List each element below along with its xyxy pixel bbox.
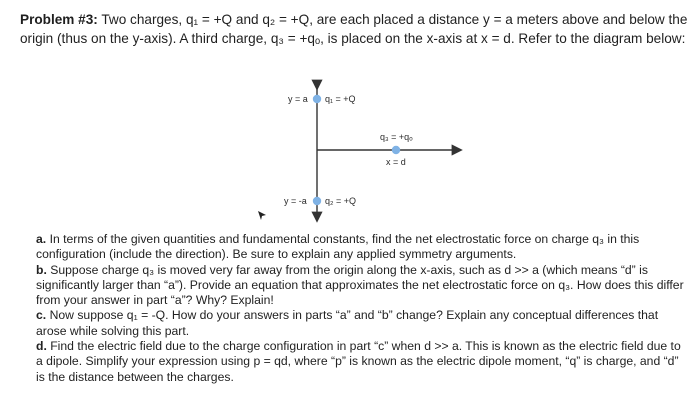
charge-q2 bbox=[313, 197, 321, 205]
question-part-a bbox=[36, 232, 686, 263]
bottom-charge-label: q₂ = +Q bbox=[325, 196, 357, 206]
third-charge-label: q₃ = +qₒ bbox=[380, 132, 413, 142]
problem-intro-text: Two charges, q₁ = +Q and q₂ = +Q, are each placed a distance y = a meters above and below the origin (thus on the y-axis). A third charge, q₃ = +qₒ, is placed on the x-axis at x = d. Refer to the diagram below: bbox=[20, 12, 688, 46]
part-letter: d. bbox=[36, 339, 47, 354]
part-text: In terms of the given quantities and fundamental constants, find the net electrostatic force on charge q₃ in this configuration (include the direction). Be sure to explain any applied symmetry arguments. bbox=[36, 232, 640, 262]
third-position-label: x = d bbox=[386, 157, 406, 167]
charge-q3 bbox=[392, 146, 400, 154]
mouse-cursor-icon bbox=[258, 211, 266, 220]
part-letter: a. bbox=[36, 232, 47, 246]
charge-q1 bbox=[313, 95, 321, 103]
bottom-position-label: y = -a bbox=[284, 196, 307, 206]
part-text: Find the electric field due to the charge configuration in part “c” when d >> a. This is known as the electric field due to a dipole. Simplify your expression using p = qd, where “p” is known as the electric dipole moment, “q” is charge, and “d” is the distance between the charges. bbox=[36, 339, 681, 384]
question-parts bbox=[36, 232, 686, 385]
part-text: Suppose charge q₃ is moved very far away from the origin along the x-axis, such as d >> a (which means “d” is significantly larger than “a”). Provide an equation that approximates the net electrostatic force on q₃. How does this differ from your answer in part “a”? Why? Explain! bbox=[36, 262, 684, 308]
part-text: Now suppose q₁ = -Q. How do your answers in parts “a” and “b” change? Explain any conceptual differences that arose while solving this part. bbox=[36, 308, 659, 338]
question-part-d bbox=[36, 339, 686, 385]
top-charge-label: q₁ = +Q bbox=[325, 94, 356, 104]
part-letter: b. bbox=[36, 262, 47, 277]
problem-label: Problem #3: bbox=[20, 12, 98, 27]
question-part-c bbox=[36, 308, 686, 339]
top-position-label: y = a bbox=[288, 94, 308, 104]
question-part-b bbox=[36, 263, 686, 309]
part-letter: c. bbox=[36, 308, 47, 323]
